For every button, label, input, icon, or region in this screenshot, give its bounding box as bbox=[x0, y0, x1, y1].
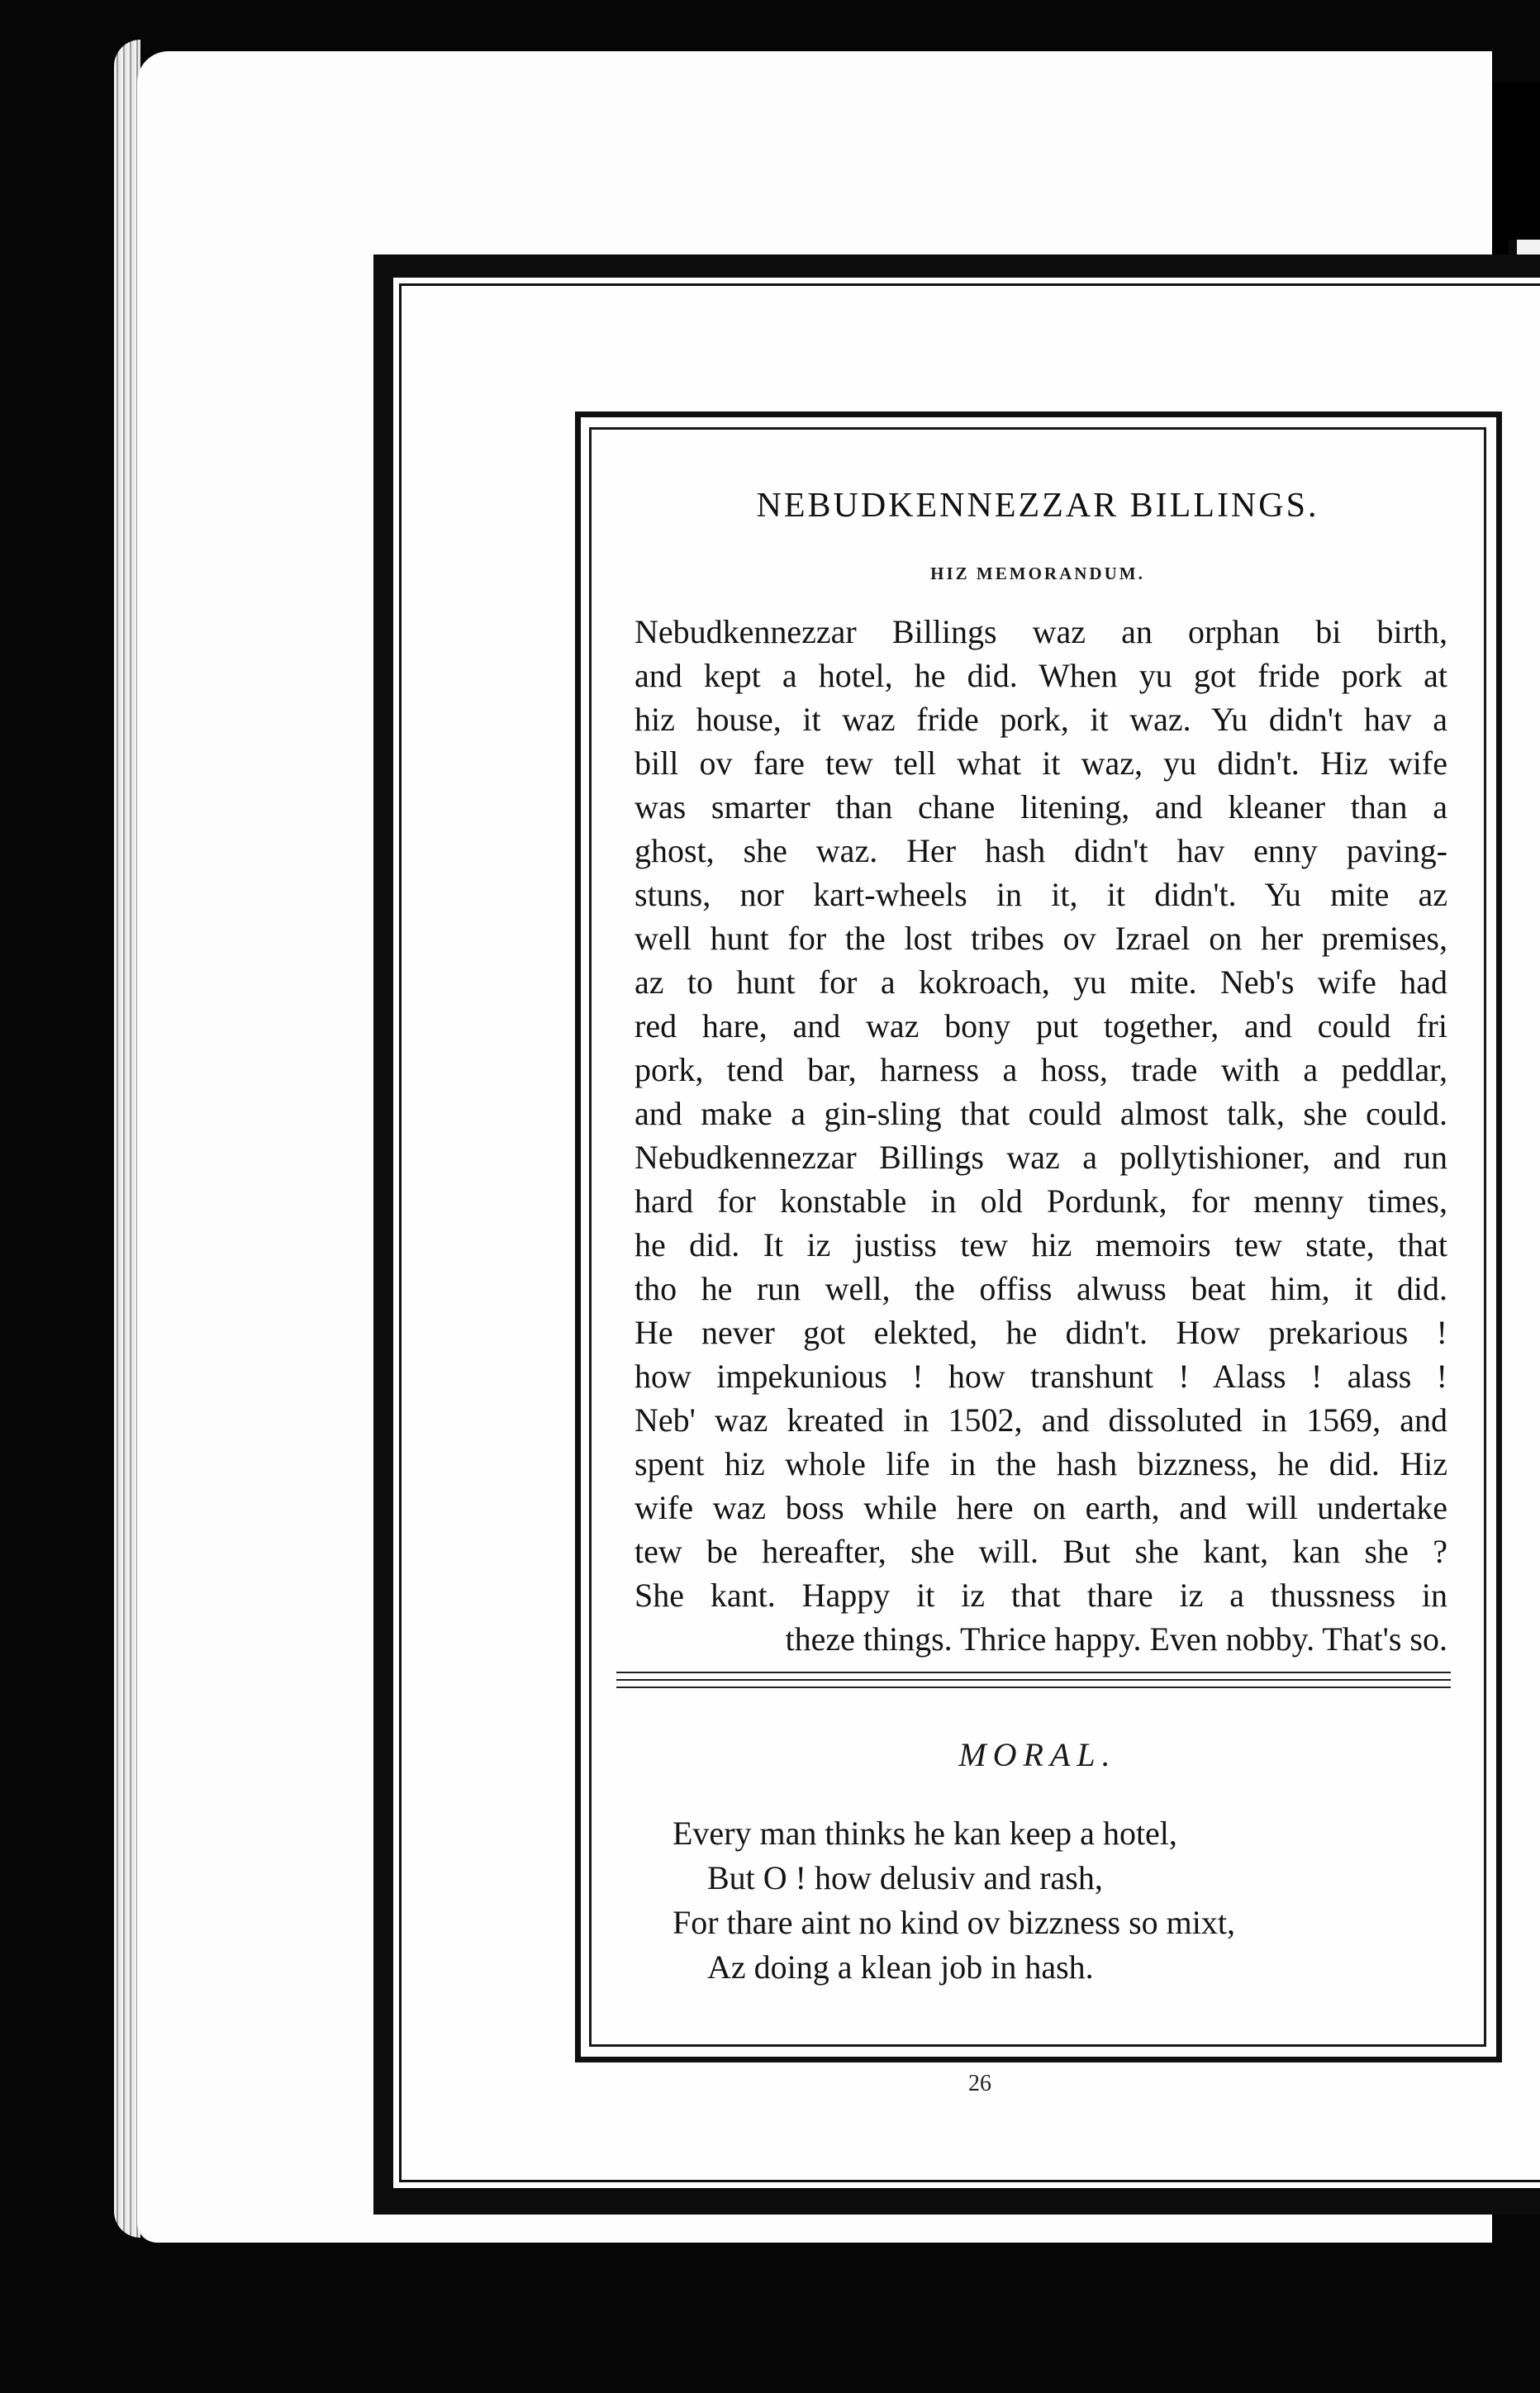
body-line: how impekunious ! how transhunt ! Alass ! alass ! bbox=[635, 1358, 1447, 1395]
body-line: Neb' waz kreated in 1502, and dissoluted in 1569, and bbox=[635, 1401, 1447, 1439]
body-line: bill ov fare tew tell what it waz, yu didn't. Hiz wife bbox=[635, 745, 1447, 782]
body-line: He never got elekted, he didn't. How prekarious ! bbox=[635, 1314, 1447, 1351]
body-line: well hunt for the lost tribes ov Izrael on her premises, bbox=[635, 920, 1447, 957]
body-line: hiz house, it waz fride pork, it waz. Yu didn't hav a bbox=[635, 701, 1447, 738]
body-line: hard for konstable in old Pordunk, for menny times, bbox=[635, 1182, 1447, 1220]
verse-line: Az doing a klean job in hash. bbox=[707, 1948, 1094, 1986]
page-number: 26 bbox=[968, 2071, 991, 2096]
body-line: stuns, nor kart-wheels in it, it didn't. Yu mite az bbox=[635, 876, 1447, 913]
body-line: red hare, and waz bony put together, and could fri bbox=[635, 1007, 1447, 1044]
page-subtitle: HIZ MEMORANDUM. bbox=[930, 564, 1145, 583]
text-frame bbox=[575, 412, 1502, 2062]
body-line: She kant. Happy it iz that thare iz a thussness in bbox=[635, 1577, 1447, 1614]
body-line: and make a gin-sling that could almost talk, she could. bbox=[635, 1095, 1447, 1132]
body-line: spent hiz whole life in the hash bizzness, he did. Hiz bbox=[635, 1445, 1447, 1482]
body-line: pork, tend bar, harness a hoss, trade with a peddlar, bbox=[635, 1051, 1447, 1088]
moral-heading: MORAL. bbox=[958, 1736, 1117, 1773]
page-title: NEBUDKENNEZZAR BILLINGS. bbox=[756, 487, 1319, 525]
body-line: he did. It iz justiss tew hiz memoirs tew state, that bbox=[635, 1226, 1447, 1263]
page-panel bbox=[393, 278, 1540, 2188]
mourning-border bbox=[373, 255, 1540, 2215]
body-line: was smarter than chane litening, and kleaner than a bbox=[635, 788, 1447, 825]
verse-line: For thare aint no kind ov bizzness so mixt, bbox=[673, 1904, 1236, 1941]
text-frame-inner bbox=[589, 427, 1486, 2047]
book-page bbox=[137, 51, 1492, 2243]
body-line: wife waz boss while here on earth, and will undertake bbox=[635, 1489, 1447, 1526]
body-line: tew be hereafter, she will. But she kant, kan she ? bbox=[635, 1533, 1447, 1570]
body-line: Nebudkennezzar Billings waz a pollytishioner, and run bbox=[635, 1139, 1447, 1176]
section-divider bbox=[616, 1672, 1451, 1673]
body-line: theze things. Thrice happy. Even nobby. That's so. bbox=[785, 1620, 1447, 1658]
moral-verse bbox=[673, 1811, 1235, 1990]
body-line: and kept a hotel, he did. When yu got fride pork at bbox=[635, 657, 1447, 694]
body-line: ghost, she waz. Her hash didn't hav enny paving- bbox=[635, 832, 1447, 869]
body-line: tho he run well, the offiss alwuss beat him, it did. bbox=[635, 1270, 1447, 1307]
verse-line: Every man thinks he kan keep a hotel, bbox=[673, 1815, 1177, 1852]
body-paragraph bbox=[635, 610, 1447, 1661]
section-divider bbox=[616, 1679, 1451, 1681]
verse-line: But O ! how delusiv and rash, bbox=[707, 1859, 1103, 1896]
body-line: Nebudkennezzar Billings waz an orphan bi birth, bbox=[635, 613, 1447, 650]
section-divider bbox=[616, 1687, 1451, 1688]
body-line: az to hunt for a kokroach, yu mite. Neb's wife had bbox=[635, 963, 1447, 1001]
